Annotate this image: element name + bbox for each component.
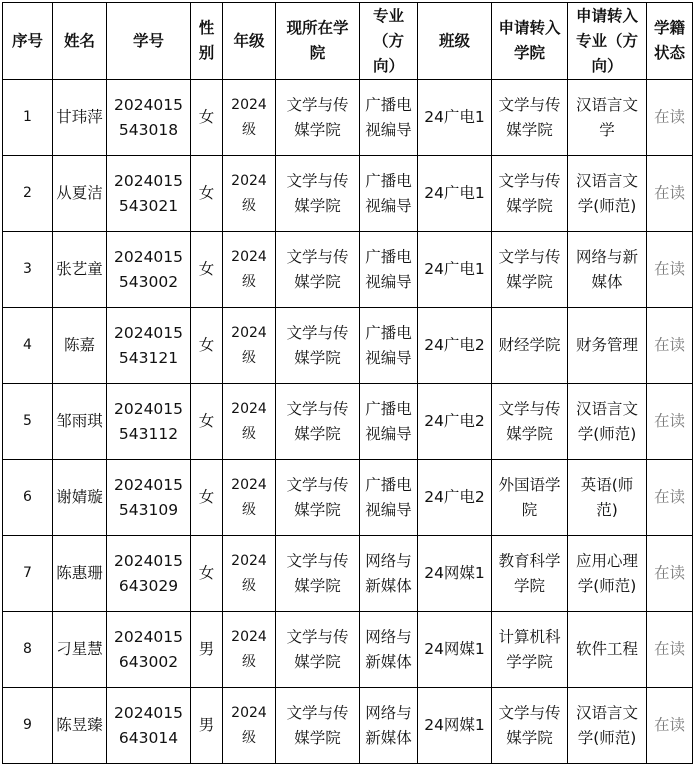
student-name-cell: 陈嘉 <box>53 308 107 384</box>
table-row <box>3 232 693 308</box>
gender-cell: 女 <box>191 156 223 232</box>
table-row <box>3 460 693 536</box>
major-cell: 广播电视编导 <box>360 80 418 156</box>
target-major-cell: 汉语言文学 <box>568 80 647 156</box>
major-cell: 广播电视编导 <box>360 156 418 232</box>
table-row <box>3 156 693 232</box>
target-college-cell: 文学与传媒学院 <box>492 688 568 764</box>
student-name-cell: 张艺童 <box>53 232 107 308</box>
enrollment-status-cell: 在读 <box>647 232 693 308</box>
grade-cell: 2024级 <box>223 80 276 156</box>
student-id-cell: 2024015543002 <box>107 232 191 308</box>
student-name-cell: 谢婧璇 <box>53 460 107 536</box>
enrollment-status-cell: 在读 <box>647 80 693 156</box>
enrollment-status-cell: 在读 <box>647 156 693 232</box>
gender-cell: 女 <box>191 536 223 612</box>
table-row <box>3 612 693 688</box>
target-major-cell: 网络与新媒体 <box>568 232 647 308</box>
target-college-cell: 财经学院 <box>492 308 568 384</box>
row-number-cell: 5 <box>3 384 53 460</box>
student-name-cell: 从夏洁 <box>53 156 107 232</box>
student-id-cell: 2024015543121 <box>107 308 191 384</box>
current-college-cell: 文学与传媒学院 <box>276 156 360 232</box>
row-number-cell: 3 <box>3 232 53 308</box>
target-major-cell: 应用心理学(师范) <box>568 536 647 612</box>
gender-cell: 女 <box>191 232 223 308</box>
grade-cell: 2024级 <box>223 612 276 688</box>
grade-cell: 2024级 <box>223 460 276 536</box>
student-name-cell: 邹雨琪 <box>53 384 107 460</box>
class-name-cell: 24广电2 <box>418 460 492 536</box>
target-college-cell: 文学与传媒学院 <box>492 80 568 156</box>
class-name-cell: 24网媒1 <box>418 688 492 764</box>
table-row <box>3 688 693 764</box>
gender-cell: 女 <box>191 308 223 384</box>
header-major: 专业（方向） <box>360 3 418 80</box>
table-row <box>3 308 693 384</box>
table-row <box>3 536 693 612</box>
header-student-id: 学号 <box>107 3 191 80</box>
major-cell: 广播电视编导 <box>360 460 418 536</box>
major-cell: 网络与新媒体 <box>360 688 418 764</box>
row-number-cell: 6 <box>3 460 53 536</box>
enrollment-status-cell: 在读 <box>647 384 693 460</box>
table-row <box>3 384 693 460</box>
student-name-cell: 刁星慧 <box>53 612 107 688</box>
student-id-cell: 2024015543109 <box>107 460 191 536</box>
current-college-cell: 文学与传媒学院 <box>276 612 360 688</box>
header-target-major: 申请转入专业（方向） <box>568 3 647 80</box>
table-header-row <box>3 3 693 80</box>
row-number-cell: 7 <box>3 536 53 612</box>
class-name-cell: 24广电1 <box>418 156 492 232</box>
current-college-cell: 文学与传媒学院 <box>276 308 360 384</box>
header-target-college: 申请转入学院 <box>492 3 568 80</box>
enrollment-status-cell: 在读 <box>647 612 693 688</box>
student-name-cell: 甘玮萍 <box>53 80 107 156</box>
student-id-cell: 2024015643029 <box>107 536 191 612</box>
row-number-cell: 2 <box>3 156 53 232</box>
gender-cell: 女 <box>191 384 223 460</box>
target-college-cell: 计算机科学学院 <box>492 612 568 688</box>
grade-cell: 2024级 <box>223 688 276 764</box>
class-name-cell: 24广电1 <box>418 80 492 156</box>
target-major-cell: 软件工程 <box>568 612 647 688</box>
student-id-cell: 2024015643014 <box>107 688 191 764</box>
enrollment-status-cell: 在读 <box>647 308 693 384</box>
target-college-cell: 文学与传媒学院 <box>492 156 568 232</box>
row-number-cell: 4 <box>3 308 53 384</box>
major-cell: 广播电视编导 <box>360 384 418 460</box>
header-enrollment-status: 学籍状态 <box>647 3 693 80</box>
target-major-cell: 汉语言文学(师范) <box>568 384 647 460</box>
current-college-cell: 文学与传媒学院 <box>276 384 360 460</box>
gender-cell: 女 <box>191 460 223 536</box>
student-id-cell: 2024015543112 <box>107 384 191 460</box>
class-name-cell: 24广电2 <box>418 308 492 384</box>
target-college-cell: 教育科学学院 <box>492 536 568 612</box>
grade-cell: 2024级 <box>223 308 276 384</box>
target-major-cell: 汉语言文学(师范) <box>568 156 647 232</box>
student-name-cell: 陈惠珊 <box>53 536 107 612</box>
row-number-cell: 9 <box>3 688 53 764</box>
major-cell: 广播电视编导 <box>360 308 418 384</box>
class-name-cell: 24网媒1 <box>418 536 492 612</box>
target-major-cell: 财务管理 <box>568 308 647 384</box>
grade-cell: 2024级 <box>223 232 276 308</box>
header-current-college: 现所在学院 <box>276 3 360 80</box>
class-name-cell: 24广电1 <box>418 232 492 308</box>
student-name-cell: 陈昱臻 <box>53 688 107 764</box>
student-id-cell: 2024015643002 <box>107 612 191 688</box>
student-id-cell: 2024015543021 <box>107 156 191 232</box>
current-college-cell: 文学与传媒学院 <box>276 232 360 308</box>
enrollment-status-cell: 在读 <box>647 536 693 612</box>
table-row <box>3 80 693 156</box>
header-name: 姓名 <box>53 3 107 80</box>
transfer-students-table <box>2 2 693 764</box>
row-number-cell: 8 <box>3 612 53 688</box>
student-id-cell: 2024015543018 <box>107 80 191 156</box>
gender-cell: 男 <box>191 612 223 688</box>
header-no: 序号 <box>3 3 53 80</box>
header-class: 班级 <box>418 3 492 80</box>
target-major-cell: 汉语言文学(师范) <box>568 688 647 764</box>
current-college-cell: 文学与传媒学院 <box>276 80 360 156</box>
current-college-cell: 文学与传媒学院 <box>276 536 360 612</box>
current-college-cell: 文学与传媒学院 <box>276 688 360 764</box>
enrollment-status-cell: 在读 <box>647 460 693 536</box>
header-gender: 性别 <box>191 3 223 80</box>
gender-cell: 男 <box>191 688 223 764</box>
grade-cell: 2024级 <box>223 156 276 232</box>
target-college-cell: 文学与传媒学院 <box>492 384 568 460</box>
class-name-cell: 24网媒1 <box>418 612 492 688</box>
major-cell: 网络与新媒体 <box>360 536 418 612</box>
target-college-cell: 外国语学院 <box>492 460 568 536</box>
target-major-cell: 英语(师范) <box>568 460 647 536</box>
major-cell: 广播电视编导 <box>360 232 418 308</box>
current-college-cell: 文学与传媒学院 <box>276 460 360 536</box>
target-college-cell: 文学与传媒学院 <box>492 232 568 308</box>
grade-cell: 2024级 <box>223 384 276 460</box>
header-grade: 年级 <box>223 3 276 80</box>
row-number-cell: 1 <box>3 80 53 156</box>
major-cell: 网络与新媒体 <box>360 612 418 688</box>
gender-cell: 女 <box>191 80 223 156</box>
grade-cell: 2024级 <box>223 536 276 612</box>
class-name-cell: 24广电2 <box>418 384 492 460</box>
enrollment-status-cell: 在读 <box>647 688 693 764</box>
